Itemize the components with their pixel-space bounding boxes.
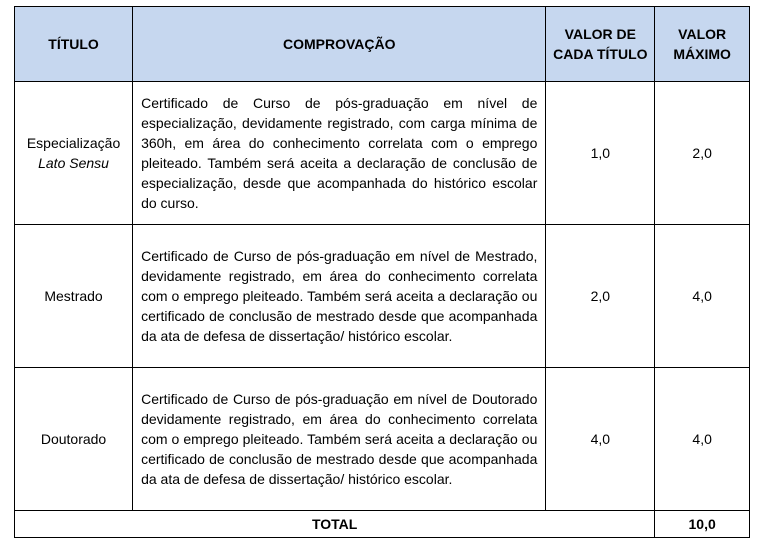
table-row (15, 82, 750, 225)
total-label: TOTAL (15, 511, 655, 538)
titles-table (14, 6, 750, 538)
row-title: Mestrado (44, 288, 103, 304)
row-title-cell (15, 82, 133, 225)
header-valor-cada: VALOR DE CADA TÍTULO (546, 7, 655, 82)
row-comprovacao: Certificado de Curso de pós-graduação em nível de Mestrado, devidamente registrado, em área do conhecimento correlata com o emprego pleiteado. Também será aceita a declaração ou certificado de conclusão de mestrado desde que acompanhada da ata de defesa de dissertação/ histórico escolar. (133, 225, 546, 368)
row-title-cell (15, 225, 133, 368)
total-value: 10,0 (655, 511, 750, 538)
row-subtitle: Lato Sensu (38, 155, 109, 171)
row-valor-cada: 4,0 (546, 368, 655, 511)
header-comprovacao: COMPROVAÇÃO (133, 7, 546, 82)
row-valor-maximo: 4,0 (655, 368, 750, 511)
row-title: Doutorado (40, 431, 107, 447)
row-valor-cada: 1,0 (546, 82, 655, 225)
row-valor-maximo: 4,0 (655, 225, 750, 368)
header-valor-maximo: VALOR MÁXIMO (655, 7, 750, 82)
row-comprovacao: Certificado de Curso de pós-graduação em nível de especialização, devidamente registrado, com carga mínima de 360h, em área do conhecimento correlata com o emprego pleiteado. Também será aceita a declaração de conclusão de especialização, desde que acompanhada do histórico escolar do curso. (133, 82, 546, 225)
table-row (15, 225, 750, 368)
row-title: Especialização (26, 135, 121, 151)
row-valor-cada: 2,0 (546, 225, 655, 368)
row-title-cell (15, 368, 133, 511)
row-valor-maximo: 2,0 (655, 82, 750, 225)
header-row (15, 7, 750, 82)
row-comprovacao: Certificado de Curso de pós-graduação em nível de Doutorado devidamente registrado, em área do conhecimento correlata com o emprego pleiteado. Também será aceita a declaração ou certificado de conclusão de mestrado desde que acompanhada da ata de defesa de dissertação/ histórico escolar. (133, 368, 546, 511)
table-row (15, 368, 750, 511)
header-titulo: TÍTULO (15, 7, 133, 82)
total-row (15, 511, 750, 538)
